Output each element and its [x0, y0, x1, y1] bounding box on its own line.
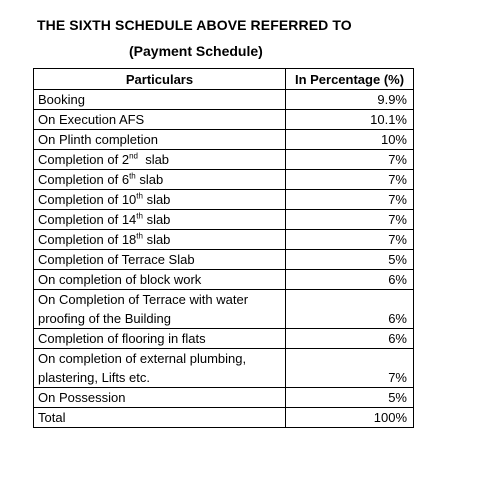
payment-schedule-table — [33, 68, 414, 428]
row-percentage: 6% — [286, 290, 414, 329]
table-row — [34, 349, 414, 388]
row-label — [34, 150, 286, 170]
table-row-total — [34, 408, 414, 428]
row-label-main: Completion of 10 — [38, 192, 137, 207]
row-label: On Execution AFS — [34, 110, 286, 130]
table-header-row — [34, 69, 414, 90]
row-label — [34, 210, 286, 230]
table-row — [34, 90, 414, 110]
table-row — [34, 130, 414, 150]
row-label: On Plinth completion — [34, 130, 286, 150]
ordinal-suffix: nd — [129, 151, 138, 161]
table-row — [34, 230, 414, 250]
row-percentage: 7% — [286, 349, 414, 388]
row-label-tail: slab — [142, 192, 171, 207]
row-label-tail: slab — [135, 172, 164, 187]
row-percentage: 7% — [286, 190, 414, 210]
row-percentage: 10% — [286, 130, 414, 150]
row-label-main: Completion of 14 — [38, 212, 137, 227]
table-row — [34, 250, 414, 270]
row-label — [34, 190, 286, 210]
row-percentage: 7% — [286, 230, 414, 250]
row-label-main: Completion of 6 — [38, 172, 130, 187]
row-label — [34, 170, 286, 190]
row-label — [34, 230, 286, 250]
table-row — [34, 190, 414, 210]
total-label: Total — [34, 408, 286, 428]
row-percentage: 10.1% — [286, 110, 414, 130]
row-label-tail: slab — [137, 152, 170, 167]
table-row — [34, 110, 414, 130]
row-label: On completion of block work — [34, 270, 286, 290]
row-percentage: 7% — [286, 170, 414, 190]
row-percentage: 7% — [286, 210, 414, 230]
row-label: On Possession — [34, 388, 286, 408]
table-row — [34, 329, 414, 349]
ordinal-suffix: th — [136, 211, 143, 221]
header-particulars: Particulars — [34, 69, 286, 90]
row-label-tail: slab — [142, 212, 171, 227]
ordinal-suffix: th — [136, 191, 143, 201]
table-row — [34, 270, 414, 290]
row-label: Completion of flooring in flats — [34, 329, 286, 349]
document-title: THE SIXTH SCHEDULE ABOVE REFERRED TO — [37, 17, 352, 33]
table-row — [34, 150, 414, 170]
row-label: Booking — [34, 90, 286, 110]
row-percentage: 7% — [286, 150, 414, 170]
row-percentage: 6% — [286, 329, 414, 349]
row-label: On Completion of Terrace with water proofing of the Building — [34, 290, 286, 329]
row-percentage: 5% — [286, 250, 414, 270]
total-percentage: 100% — [286, 408, 414, 428]
row-label-tail: slab — [142, 232, 171, 247]
header-percentage: In Percentage (%) — [286, 69, 414, 90]
row-label-main: Completion of 2 — [38, 152, 130, 167]
table-row — [34, 210, 414, 230]
table-row — [34, 290, 414, 329]
row-percentage: 5% — [286, 388, 414, 408]
table-row — [34, 388, 414, 408]
ordinal-suffix: th — [136, 231, 143, 241]
row-label-main: Completion of 18 — [38, 232, 137, 247]
row-label: On completion of external plumbing, plastering, Lifts etc. — [34, 349, 286, 388]
ordinal-suffix: th — [129, 171, 136, 181]
row-percentage: 6% — [286, 270, 414, 290]
row-label: Completion of Terrace Slab — [34, 250, 286, 270]
document-subtitle: (Payment Schedule) — [129, 43, 263, 59]
table-row — [34, 170, 414, 190]
row-percentage: 9.9% — [286, 90, 414, 110]
